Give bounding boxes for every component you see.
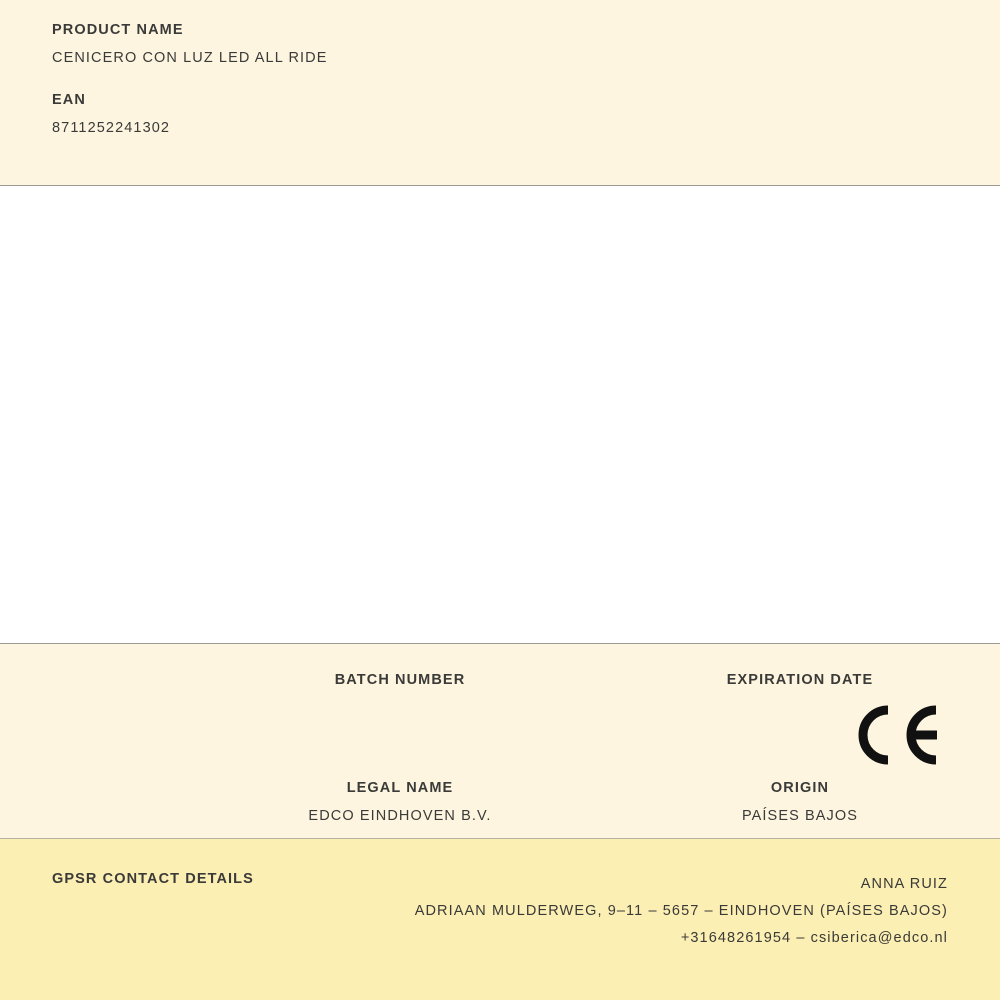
- legal-name-cell: [0, 780, 600, 796]
- gpsr-contact-phone-email: +31648261954 – csiberica@edco.nl: [680, 930, 948, 946]
- gpsr-contact-address: ADRIAAN MULDERWEG, 9–11 – 5657 – EINDHOVEN (PAÍSES BAJOS): [414, 903, 948, 919]
- product-name-value: CENICERO CON LUZ LED ALL RIDE: [52, 50, 328, 66]
- product-image-area: [0, 186, 1000, 644]
- origin-cell: [600, 780, 1000, 796]
- gpsr-contact-details: [415, 871, 948, 952]
- expiration-date-label: EXPIRATION DATE: [726, 672, 874, 688]
- batch-expiration-values-row: [0, 688, 1000, 718]
- legal-name-value-cell: [0, 808, 600, 826]
- legal-name-label: LEGAL NAME: [346, 780, 454, 796]
- product-name-label: PRODUCT NAME: [52, 22, 184, 38]
- origin-value: PAÍSES BAJOS: [741, 808, 859, 824]
- batch-number-cell: [0, 672, 600, 688]
- origin-value-cell: [600, 808, 1000, 826]
- gpsr-contact-label: GPSR CONTACT DETAILS: [52, 871, 254, 887]
- ean-label: EAN: [52, 92, 86, 108]
- product-details-block: [0, 644, 1000, 839]
- legal-origin-labels-row: [0, 718, 1000, 796]
- gpsr-contact-name: ANNA RUIZ: [860, 876, 948, 892]
- legal-origin-values-row: [0, 796, 1000, 826]
- ce-mark-icon: [858, 704, 948, 766]
- gpsr-footer: [0, 839, 1000, 1000]
- origin-label: ORIGIN: [770, 780, 830, 796]
- ean-field: [52, 92, 948, 136]
- legal-name-value: EDCO EINDHOVEN B.V.: [308, 808, 492, 824]
- product-header-block: [0, 0, 1000, 186]
- batch-expiration-labels-row: [0, 644, 1000, 688]
- batch-number-label: BATCH NUMBER: [334, 672, 466, 688]
- batch-number-value: [200, 700, 600, 718]
- ean-value: 8711252241302: [52, 120, 171, 136]
- expiration-date-cell: [600, 672, 1000, 688]
- product-name-field: [52, 22, 948, 66]
- batch-number-value-cell: [0, 700, 600, 718]
